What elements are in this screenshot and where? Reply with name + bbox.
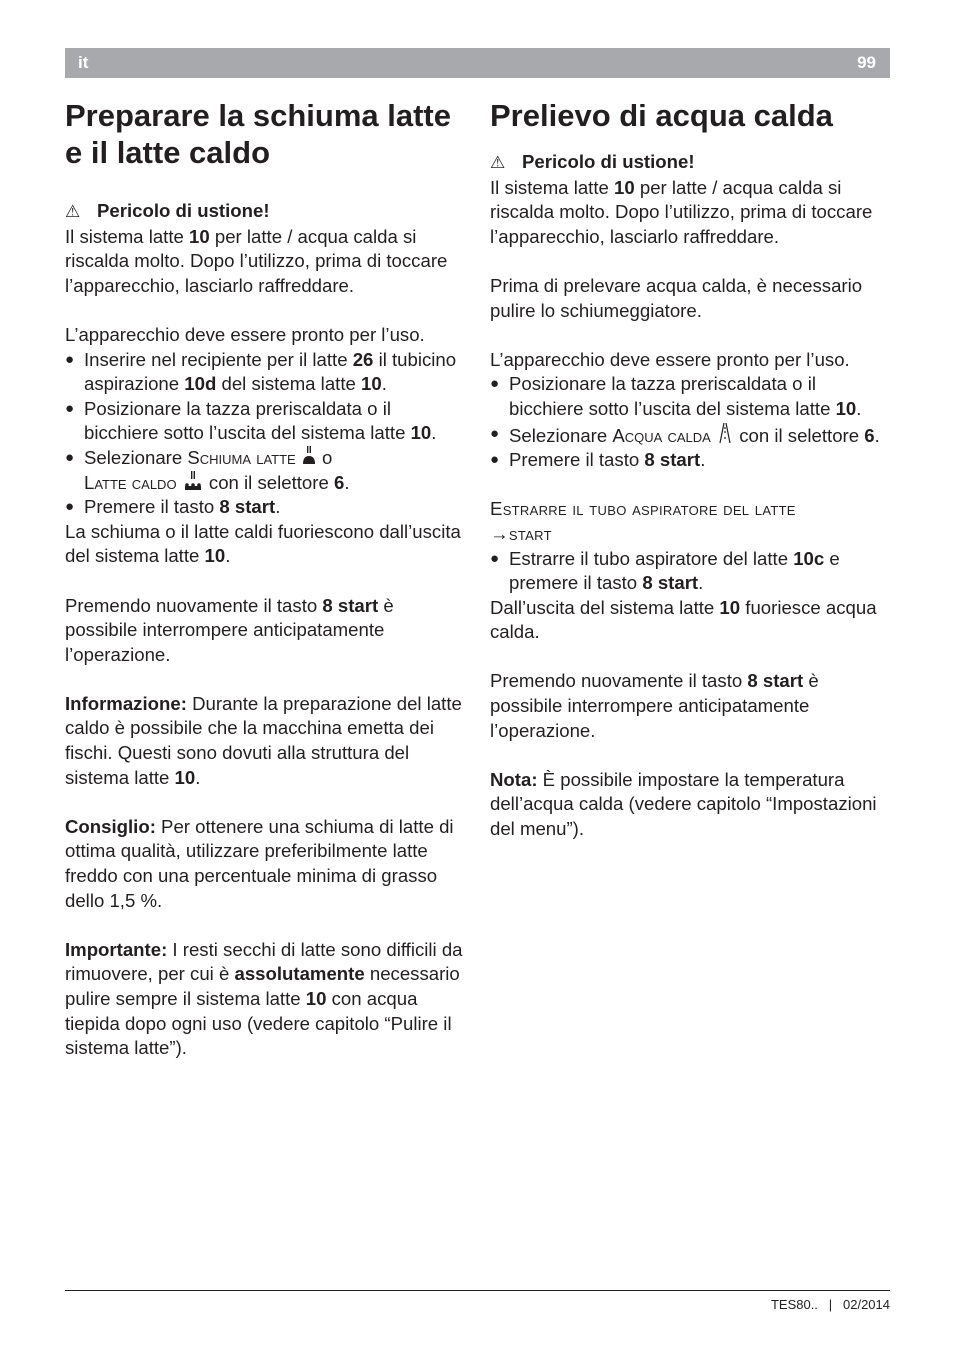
list-item: ● Estrarre il tubo aspiratore del latte 10c e premere il tasto 8 start. xyxy=(490,547,890,596)
list-item: ● Selezionare Acqua calda con il selettore 6. xyxy=(490,422,890,449)
section-title-milk-foam: Preparare la schiuma latte e il latte caldo xyxy=(65,98,451,170)
footer-date: 02/2014 xyxy=(843,1297,890,1312)
display-subheading: Estrarre il tubo aspiratore del latte →start xyxy=(490,498,796,544)
info-note: Informazione: Durante la preparazione del latte caldo è possibile che la macchina emetta dei fischi. Questi sono dovuti alla struttura del sistema latte 10. xyxy=(65,692,462,788)
model-number: TES80.. xyxy=(770,1297,818,1312)
header-bar xyxy=(65,48,890,78)
tip-note: Consiglio: Per ottenere una schiuma di latte di ottima qualità, utilizzare preferibilmente latte freddo con una percentuale minima di grasso dello 1,5 %. xyxy=(65,815,454,911)
stop-text: Premendo nuovamente il tasto 8 start è possibile interrompere anticipatamente l’operazione. xyxy=(65,594,394,665)
ready-text: L’apparecchio deve essere pronto per l’uso. xyxy=(490,348,850,370)
warning-text: Il sistema latte 10 per latte / acqua calda si riscalda molto. Dopo l’utilizzo, prima di toccare l’apparecchio, lasciarlo raffreddare. xyxy=(490,176,873,247)
list-item: ● Inserire nel recipiente per il latte 26 il tubicino aspirazione 10d del sistema latte 10. xyxy=(65,348,465,397)
warning-text: Il sistema latte 10 per latte / acqua calda si riscalda molto. Dopo l’utilizzo, prima di toccare l’apparecchio, lasciarlo raffreddare. xyxy=(65,225,448,296)
result-text: Dall’uscita del sistema latte 10 fuoriesce acqua calda. xyxy=(490,596,877,643)
footer-divider xyxy=(65,1290,890,1291)
important-note: Importante: I resti secchi di latte sono difficili da rimuovere, per cui è assolutamente necessario pulire sempre il sistema latte 10 con acqua tiepida dopo ogni uso (vedere capitolo “Pulire il sistema latte”). xyxy=(65,938,463,1059)
list-item: ● Selezionare Schiuma latte o Latte caldo con il selettore 6. xyxy=(65,446,465,495)
pre-text: Prima di prelevare acqua calda, è necessario pulire lo schiumeggiatore. xyxy=(490,274,863,321)
steps-list xyxy=(490,372,890,472)
warning-title: Pericolo di ustione! xyxy=(97,200,270,221)
milk-foam-icon xyxy=(301,446,317,466)
hot-water-icon xyxy=(716,422,734,444)
footer xyxy=(771,1297,890,1312)
list-item: ● Premere il tasto 8 start. xyxy=(65,495,465,520)
warning-title: Pericolo di ustione! xyxy=(522,151,695,172)
steps-list xyxy=(490,547,890,596)
warning-heading xyxy=(490,150,890,176)
right-column xyxy=(490,95,890,842)
steps-list xyxy=(65,348,465,520)
list-item: ● Posizionare la tazza preriscaldata o il bicchiere sotto l’uscita del sistema latte 10. xyxy=(65,397,465,446)
section-title-hot-water: Prelievo di acqua calda xyxy=(490,98,833,133)
ready-text: L’apparecchio deve essere pronto per l’uso. xyxy=(65,323,425,345)
page-number: 99 xyxy=(857,53,876,72)
list-item: ● Posizionare la tazza preriscaldata o il bicchiere sotto l’uscita del sistema latte 10. xyxy=(490,372,890,421)
footer-separator: | xyxy=(828,1297,833,1312)
warning-heading xyxy=(65,199,465,225)
language-code: it xyxy=(78,53,89,72)
warning-icon: ⚠ xyxy=(65,202,81,221)
list-item: ● Premere il tasto 8 start. xyxy=(490,448,890,473)
stop-text: Premendo nuovamente il tasto 8 start è possibile interrompere anticipatamente l’operazione. xyxy=(490,670,819,741)
warning-icon: ⚠ xyxy=(490,153,506,172)
left-column xyxy=(65,95,465,1061)
result-text: La schiuma o il latte caldi fuoriescono dall’uscita del sistema latte 10. xyxy=(65,520,461,567)
hot-milk-icon xyxy=(182,471,204,491)
note-text: Nota: È possibile impostare la temperatura dell’acqua calda (vedere capitolo “Impostazioni del menu”). xyxy=(490,768,877,840)
